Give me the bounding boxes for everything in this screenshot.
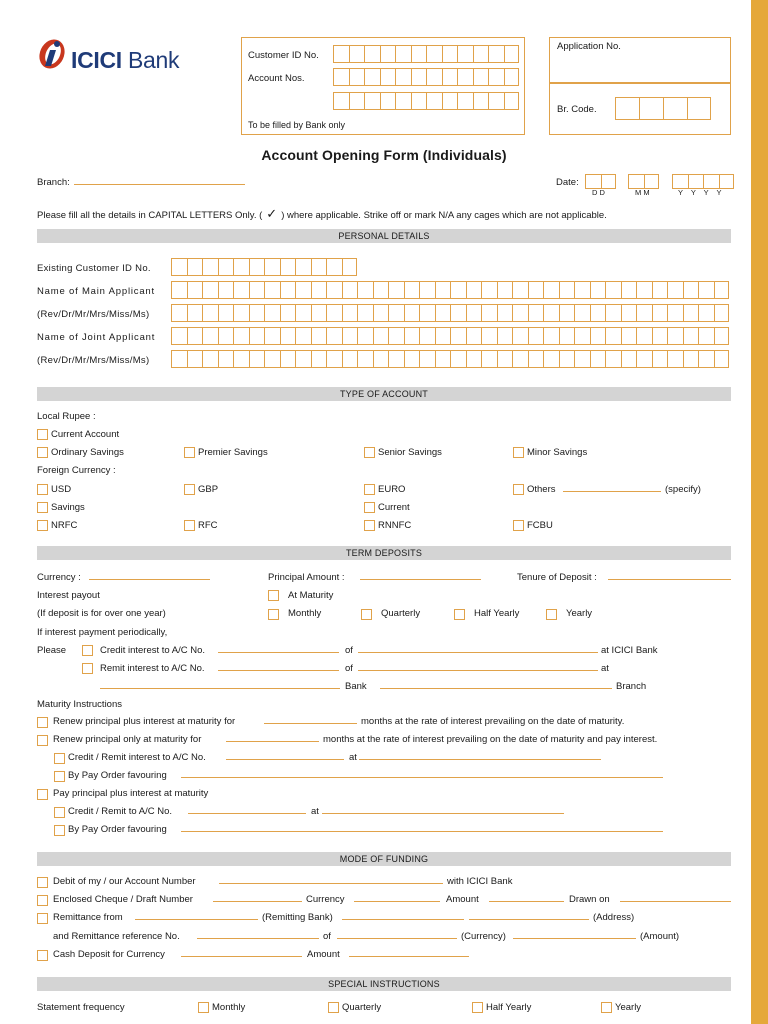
senior-savings-label: Senior Savings (378, 447, 442, 458)
interest-monthly-label: Monthly (288, 608, 322, 619)
remit-interest-account-field[interactable] (218, 670, 339, 671)
cash-currency-field[interactable] (181, 956, 302, 957)
statement-monthly-label: Monthly (212, 1002, 246, 1013)
credit-remit-interest-at: at (349, 752, 357, 763)
please-label: Please (37, 645, 67, 656)
pay-pi-label: Pay principal plus interest at maturity (53, 788, 209, 799)
date-yyyy-cells[interactable] (672, 174, 734, 189)
date-dd-hint: D D (592, 188, 605, 197)
nrfc-checkbox[interactable] (37, 520, 48, 531)
ordinary-savings-label: Ordinary Savings (51, 447, 124, 458)
remittance-address-field[interactable] (469, 919, 589, 920)
term-deposits-heading: TERM DEPOSITS (37, 546, 731, 560)
maturity-instructions-label: Maturity Instructions (37, 699, 122, 710)
credit-remit-label: Credit / Remit to A/C No. (68, 806, 173, 817)
gbp-checkbox[interactable] (184, 484, 195, 495)
statement-half-yearly-label: Half Yearly (486, 1002, 532, 1013)
cash-amount-label: Amount (307, 949, 340, 960)
others-label: Others (527, 484, 556, 495)
rfc-checkbox[interactable] (184, 520, 195, 531)
bank-label: Bank (345, 681, 367, 692)
euro-label: EURO (378, 484, 406, 495)
credit-remit-field[interactable] (188, 813, 306, 814)
date-label: Date: (556, 177, 579, 188)
instructions: Please fill all the details in CAPITAL LETTERS Only. ( ✓ ) where applicable. Strike off or mark N/A any cages which are not applicable. (37, 206, 607, 221)
renew-p-months-field[interactable] (226, 741, 319, 742)
drawn-on-field[interactable] (620, 901, 731, 902)
remittance-of-label: of (323, 931, 331, 942)
statement-yearly-label: Yearly (615, 1002, 642, 1013)
account-nos-label: Account Nos. (248, 73, 305, 84)
minor-savings-checkbox[interactable] (513, 447, 524, 458)
remit-interest-label: Remit interest to A/C No. (100, 663, 205, 674)
cheque-amount-field[interactable] (489, 901, 564, 902)
icici-logo-icon (37, 36, 69, 70)
funding-heading: MODE OF FUNDING (37, 852, 731, 866)
drawn-on-label: Drawn on (569, 894, 610, 905)
rfc-label: RFC (198, 520, 218, 531)
interest-yearly-label: Yearly (566, 608, 593, 619)
joint-applicant-label: Name of Joint Applicant (37, 332, 156, 343)
interest-yearly-checkbox[interactable] (546, 609, 557, 620)
fcbu-label: FCBU (527, 520, 553, 531)
pay-order-label-1: By Pay Order favouring (68, 770, 167, 781)
over-one-year-note: (If deposit is for over one year) (37, 608, 166, 619)
credit-remit-interest-field[interactable] (226, 759, 344, 760)
main-title-options: (Rev/Dr/Mr/Mrs/Miss/Ms) (37, 309, 150, 320)
form-title: Account Opening Form (Individuals) (261, 147, 507, 163)
premier-savings-label: Premier Savings (198, 447, 268, 458)
credit-interest-label: Credit interest to A/C No. (100, 645, 206, 656)
main-applicant-cells-1[interactable] (171, 281, 729, 299)
others-specify-field[interactable] (563, 491, 661, 492)
remittance-ref-label: and Remittance reference No. (53, 931, 180, 942)
personal-details-heading: PERSONAL DETAILS (37, 229, 731, 243)
debit-label: Debit of my / our Account Number (53, 876, 196, 887)
at-icici-label: at ICICI Bank (601, 645, 658, 656)
date-dd-cells[interactable] (585, 174, 616, 189)
pay-order-label-2: By Pay Order favouring (68, 824, 167, 835)
branch-label: Branch: (37, 177, 70, 188)
account-nos-cells-1[interactable] (333, 68, 519, 86)
renew-pi-label: Renew principal plus interest at maturity for (53, 716, 236, 727)
renew-p-label: Renew principal only at maturity for (53, 734, 202, 745)
remit-of-label: of (345, 663, 353, 674)
interest-payout-label: Interest payout (37, 590, 100, 601)
others-checkbox[interactable] (513, 484, 524, 495)
gbp-label: GBP (198, 484, 219, 495)
statement-yearly-checkbox[interactable] (601, 1002, 612, 1013)
interest-half-yearly-label: Half Yearly (474, 608, 520, 619)
joint-title-options: (Rev/Dr/Mr/Mrs/Miss/Ms) (37, 355, 150, 366)
statement-frequency-label: Statement frequency (37, 1002, 125, 1013)
remit-bank-field[interactable] (100, 688, 340, 689)
credit-remit-at-field[interactable] (322, 813, 564, 814)
interest-quarterly-label: Quarterly (381, 608, 421, 619)
remit-interest-checkbox[interactable] (82, 663, 93, 674)
br-code-cells[interactable] (615, 97, 711, 120)
remittance-bank-field[interactable] (342, 919, 464, 920)
remittance-from-field[interactable] (135, 919, 258, 920)
cheque-checkbox[interactable] (37, 895, 48, 906)
credit-interest-checkbox[interactable] (82, 645, 93, 656)
debit-checkbox[interactable] (37, 877, 48, 888)
date-mm-cells[interactable] (628, 174, 659, 189)
remit-of-field[interactable] (358, 670, 598, 671)
amount-paren-label: (Amount) (640, 931, 680, 942)
currency-paren-label: (Currency) (461, 931, 506, 942)
account-nos-cells-2[interactable] (333, 92, 519, 110)
pay-order-checkbox-2[interactable] (54, 825, 65, 836)
minor-savings-label: Minor Savings (527, 447, 588, 458)
current-account-checkbox[interactable] (37, 429, 48, 440)
remitting-bank-label: (Remitting Bank) (262, 912, 333, 923)
principal-field[interactable] (360, 579, 481, 580)
main-applicant-label: Name of Main Applicant (37, 286, 155, 297)
application-no-label: Application No. (557, 41, 621, 52)
remittance-currency-field[interactable] (513, 938, 636, 939)
cash-checkbox[interactable] (37, 950, 48, 961)
remit-branch-field[interactable] (380, 688, 612, 689)
principal-label: Principal Amount : (268, 572, 345, 583)
credit-of-field[interactable] (358, 652, 598, 653)
renew-pi-months-field[interactable] (264, 723, 357, 724)
with-icici-label: with ICICI Bank (447, 876, 513, 887)
savings-checkbox[interactable] (37, 502, 48, 513)
nrfc-label: NRFC (51, 520, 78, 531)
remittance-ref-field[interactable] (197, 938, 319, 939)
renew-pi-checkbox[interactable] (37, 717, 48, 728)
current-checkbox[interactable] (364, 502, 375, 513)
at-maturity-label: At Maturity (288, 590, 334, 601)
pay-pi-checkbox[interactable] (37, 789, 48, 800)
br-code-label: Br. Code. (557, 104, 597, 115)
remittance-from-label: Remittance from (53, 912, 123, 923)
pay-order-checkbox-1[interactable] (54, 771, 65, 782)
ordinary-savings-checkbox[interactable] (37, 447, 48, 458)
savings-label: Savings (51, 502, 85, 513)
interest-half-yearly-checkbox[interactable] (454, 609, 465, 620)
tenure-field[interactable] (608, 579, 731, 580)
cheque-currency-field[interactable] (354, 901, 440, 902)
usd-checkbox[interactable] (37, 484, 48, 495)
credit-remit-interest-at-field[interactable] (359, 759, 601, 760)
currency-label: Currency : (37, 572, 81, 583)
existing-id-label: Existing Customer ID No. (37, 263, 151, 274)
remit-at-label: at (601, 663, 609, 674)
joint-applicant-cells-2[interactable] (171, 350, 729, 368)
debit-account-field[interactable] (219, 883, 443, 884)
currency-field[interactable] (89, 579, 210, 580)
branch-suffix-label: Branch (616, 681, 647, 692)
foreign-currency-label: Foreign Currency : (37, 465, 116, 476)
rnnfc-checkbox[interactable] (364, 520, 375, 531)
cash-label: Cash Deposit for Currency (53, 949, 165, 960)
cheque-currency-label: Currency (306, 894, 345, 905)
remittance-of-field[interactable] (337, 938, 457, 939)
main-applicant-cells-2[interactable] (171, 304, 729, 322)
interest-monthly-checkbox[interactable] (268, 609, 279, 620)
senior-savings-checkbox[interactable] (364, 447, 375, 458)
interest-quarterly-checkbox[interactable] (361, 609, 372, 620)
statement-quarterly-checkbox[interactable] (328, 1002, 339, 1013)
check-icon: ✓ (266, 206, 278, 221)
credit-of-label: of (345, 645, 353, 656)
renew-pi-tail: months at the rate of interest prevailing on the date of maturity. (361, 716, 625, 727)
cheque-number-field[interactable] (213, 901, 302, 902)
credit-remit-at: at (311, 806, 319, 817)
fcbu-checkbox[interactable] (513, 520, 524, 531)
pay-order-field-2[interactable] (181, 831, 663, 832)
renew-p-checkbox[interactable] (37, 735, 48, 746)
renew-p-tail: months at the rate of interest prevailing on the date of maturity and pay interest. (323, 734, 658, 745)
date-mm-hint: M M (635, 188, 650, 197)
bank-only-note: To be filled by Bank only (248, 120, 346, 130)
branch-field[interactable] (74, 184, 245, 185)
credit-interest-account-field[interactable] (218, 652, 339, 653)
existing-id-cells[interactable] (171, 258, 357, 276)
bank-logo-text: ICICI Bank (71, 47, 180, 73)
date-yyyy-hint: Y Y Y Y (678, 188, 725, 197)
customer-id-cells[interactable] (333, 45, 519, 63)
cheque-amount-label: Amount (446, 894, 479, 905)
account-type-heading: TYPE OF ACCOUNT (37, 387, 731, 401)
credit-remit-checkbox[interactable] (54, 807, 65, 818)
statement-monthly-checkbox[interactable] (198, 1002, 209, 1013)
euro-checkbox[interactable] (364, 484, 375, 495)
remittance-checkbox[interactable] (37, 913, 48, 924)
statement-quarterly-label: Quarterly (342, 1002, 382, 1013)
cheque-label: Enclosed Cheque / Draft Number (53, 894, 193, 905)
cash-amount-field[interactable] (349, 956, 469, 957)
rnnfc-label: RNNFC (378, 520, 412, 531)
credit-remit-interest-label: Credit / Remit interest to A/C No. (68, 752, 206, 763)
tenure-label: Tenure of Deposit : (517, 572, 597, 583)
current-label: Current (378, 502, 410, 513)
specify-label: (specify) (665, 484, 701, 495)
credit-remit-interest-checkbox[interactable] (54, 753, 65, 764)
customer-id-label: Customer ID No. (248, 50, 319, 61)
if-periodically-label: If interest payment periodically, (37, 627, 168, 638)
local-rupee-label: Local Rupee : (37, 411, 96, 422)
at-maturity-checkbox[interactable] (268, 590, 279, 601)
usd-label: USD (51, 484, 72, 495)
pay-order-field-1[interactable] (181, 777, 663, 778)
premier-savings-checkbox[interactable] (184, 447, 195, 458)
statement-half-yearly-checkbox[interactable] (472, 1002, 483, 1013)
special-instructions-heading: SPECIAL INSTRUCTIONS (37, 977, 731, 991)
address-label: (Address) (593, 912, 635, 923)
current-account-label: Current Account (51, 429, 120, 440)
joint-applicant-cells-1[interactable] (171, 327, 729, 345)
